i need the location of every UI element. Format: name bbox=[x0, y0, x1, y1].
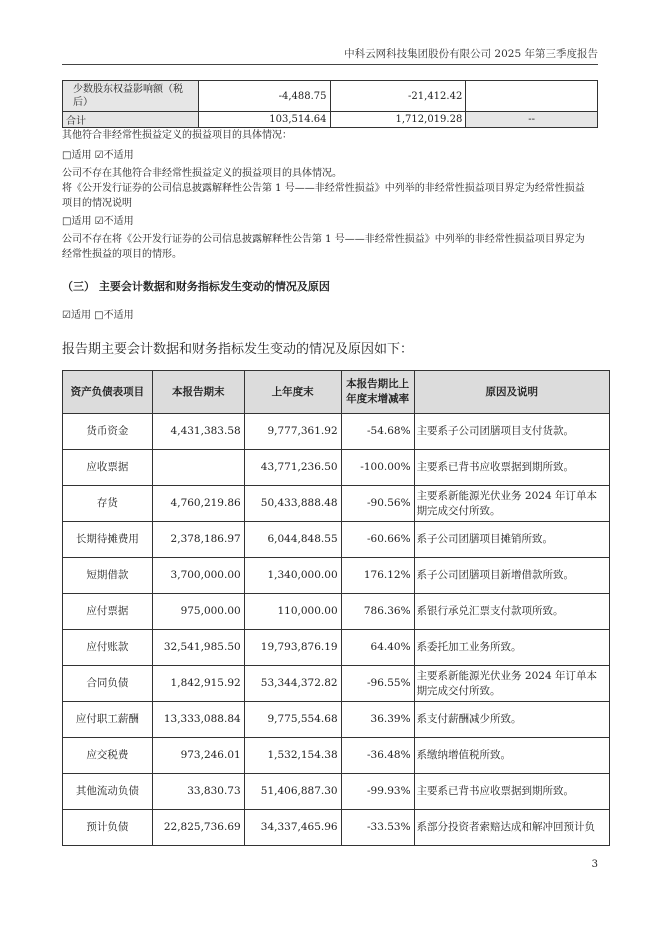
table-row bbox=[63, 81, 598, 112]
column-header: 原因及说明 bbox=[414, 371, 609, 414]
cell-change-rate: 176.12% bbox=[341, 558, 414, 594]
cell-change-rate: 786.36% bbox=[341, 594, 414, 630]
page-header: 中科云网科技集团股份有限公司 2025 年第三季度报告 bbox=[344, 48, 598, 60]
cell-previous: 53,344,372.82 bbox=[244, 666, 341, 702]
row-item: 预计负债 bbox=[63, 810, 153, 846]
table-row bbox=[63, 594, 610, 630]
cell-current: 33,830.73 bbox=[152, 774, 244, 810]
row-label: 少数股东权益影响额（税后） bbox=[63, 81, 199, 112]
cell-reason: 系缴纳增值税所致。 bbox=[414, 738, 609, 774]
column-header: 本报告期末 bbox=[152, 371, 244, 414]
non-recurring-table bbox=[62, 80, 598, 128]
row-label: 合计 bbox=[63, 112, 199, 128]
cell-change-rate: -54.68% bbox=[341, 414, 414, 450]
cell-change-rate: -99.93% bbox=[341, 774, 414, 810]
applicability-check: ☑适用 □不适用 bbox=[62, 310, 134, 321]
cell-reason: 主要系子公司团膳项目支付货款。 bbox=[414, 414, 609, 450]
row-item: 短期借款 bbox=[63, 558, 153, 594]
cell-change-rate: -33.53% bbox=[341, 810, 414, 846]
column-header: 资产负债表项目 bbox=[63, 371, 153, 414]
cell-previous: 110,000.00 bbox=[244, 594, 341, 630]
cell-current bbox=[152, 450, 244, 486]
section-intro: 报告期主要会计数据和财务指标发生变动的情况及原因如下： bbox=[62, 342, 414, 357]
row-item: 合同负债 bbox=[63, 666, 153, 702]
cell-previous: 6,044,848.55 bbox=[244, 522, 341, 558]
cell-previous: 9,777,361.92 bbox=[244, 414, 341, 450]
cell-previous: 1,532,154.38 bbox=[244, 738, 341, 774]
cell-reason: 系支付薪酬减少所致。 bbox=[414, 702, 609, 738]
table-row bbox=[63, 112, 598, 128]
cell-current: 975,000.00 bbox=[152, 594, 244, 630]
cell-change-rate: -36.48% bbox=[341, 738, 414, 774]
applicability-check: □适用 ☑不适用 bbox=[62, 216, 134, 227]
table-row bbox=[63, 486, 610, 522]
cell-value: 1,712,019.28 bbox=[330, 112, 466, 128]
applicability-check: □适用 ☑不适用 bbox=[62, 150, 134, 161]
header-rule bbox=[62, 64, 598, 65]
cell-change-rate: 64.40% bbox=[341, 630, 414, 666]
cell-previous: 34,337,465.96 bbox=[244, 810, 341, 846]
cell-previous: 9,775,554.68 bbox=[244, 702, 341, 738]
table-row bbox=[63, 450, 610, 486]
row-item: 货币资金 bbox=[63, 414, 153, 450]
cell-reason: 主要系已背书应收票据到期所致。 bbox=[414, 774, 609, 810]
row-item: 其他流动负债 bbox=[63, 774, 153, 810]
cell-current: 4,760,219.86 bbox=[152, 486, 244, 522]
row-item: 应收票据 bbox=[63, 450, 153, 486]
table-row bbox=[63, 810, 610, 846]
page-number: 3 bbox=[591, 859, 598, 870]
cell-current: 1,842,915.92 bbox=[152, 666, 244, 702]
table-row bbox=[63, 414, 610, 450]
cell-change-rate: -100.00% bbox=[341, 450, 414, 486]
table-row bbox=[63, 558, 610, 594]
table-row bbox=[63, 774, 610, 810]
cell-reason: 系委托加工业务所致。 bbox=[414, 630, 609, 666]
table-row bbox=[63, 666, 610, 702]
cell-change-rate: -96.55% bbox=[341, 666, 414, 702]
cell-change-rate: -60.66% bbox=[341, 522, 414, 558]
cell-current: 32,541,985.50 bbox=[152, 630, 244, 666]
cell-change-rate: -90.56% bbox=[341, 486, 414, 522]
cell-current: 973,246.01 bbox=[152, 738, 244, 774]
cell-reason: 主要系已背书应收票据到期所致。 bbox=[414, 450, 609, 486]
row-item: 存货 bbox=[63, 486, 153, 522]
cell-current: 4,431,383.58 bbox=[152, 414, 244, 450]
paragraph: 公司不存在其他符合非经常性损益定义的损益项目的具体情况。 bbox=[62, 168, 342, 179]
cell-reason: 主要系新能源光伏业务 2024 年订单本期完成交付所致。 bbox=[414, 486, 609, 522]
row-item: 应付账款 bbox=[63, 630, 153, 666]
cell-previous: 51,406,887.30 bbox=[244, 774, 341, 810]
cell-value: -4,488.75 bbox=[198, 81, 330, 112]
column-header: 本报告期比上年度末增减率 bbox=[341, 371, 414, 414]
paragraph: 将《公开发行证券的公司信息披露解释性公告第 1 号——非经常性损益》中列举的非经常性损益项目界定为经常性损益项目的情况说明 bbox=[62, 183, 585, 209]
cell-reason: 系子公司团膳项目摊销所致。 bbox=[414, 522, 609, 558]
cell-current: 3,700,000.00 bbox=[152, 558, 244, 594]
table-header-row bbox=[63, 371, 610, 414]
cell-value: -21,412.42 bbox=[330, 81, 466, 112]
cell-note bbox=[466, 81, 598, 112]
section-title: （三） 主要会计数据和财务指标发生变动的情况及原因 bbox=[62, 280, 330, 293]
cell-value: 103,514.64 bbox=[198, 112, 330, 128]
cell-previous: 50,433,888.48 bbox=[244, 486, 341, 522]
cell-previous: 43,771,236.50 bbox=[244, 450, 341, 486]
cell-reason: 系子公司团膳项目新增借款所致。 bbox=[414, 558, 609, 594]
cell-reason: 系部分投资者索赔达成和解冲回预计负 bbox=[414, 810, 609, 846]
row-item: 长期待摊费用 bbox=[63, 522, 153, 558]
row-item: 应付职工薪酬 bbox=[63, 702, 153, 738]
table-row bbox=[63, 702, 610, 738]
cell-previous: 1,340,000.00 bbox=[244, 558, 341, 594]
table-row bbox=[63, 522, 610, 558]
cell-current: 13,333,088.84 bbox=[152, 702, 244, 738]
row-item: 应交税费 bbox=[63, 738, 153, 774]
cell-previous: 19,793,876.19 bbox=[244, 630, 341, 666]
paragraph: 公司不存在将《公开发行证券的公司信息披露解释性公告第 1 号——非经常性损益》中列举的非经常性损益项目界定为经常性损益的项目的情形。 bbox=[62, 234, 585, 260]
cell-note: -- bbox=[466, 112, 598, 128]
column-header: 上年度末 bbox=[244, 371, 341, 414]
cell-change-rate: 36.39% bbox=[341, 702, 414, 738]
cell-current: 2,378,186.97 bbox=[152, 522, 244, 558]
table-row bbox=[63, 738, 610, 774]
paragraph: 其他符合非经常性损益定义的损益项目的具体情况： bbox=[62, 130, 292, 141]
balance-sheet-change-table bbox=[62, 370, 610, 846]
cell-reason: 主要系新能源光伏业务 2024 年订单本期完成交付所致。 bbox=[414, 666, 609, 702]
table-row bbox=[63, 630, 610, 666]
cell-current: 22,825,736.69 bbox=[152, 810, 244, 846]
row-item: 应付票据 bbox=[63, 594, 153, 630]
cell-reason: 系银行承兑汇票支付款项所致。 bbox=[414, 594, 609, 630]
